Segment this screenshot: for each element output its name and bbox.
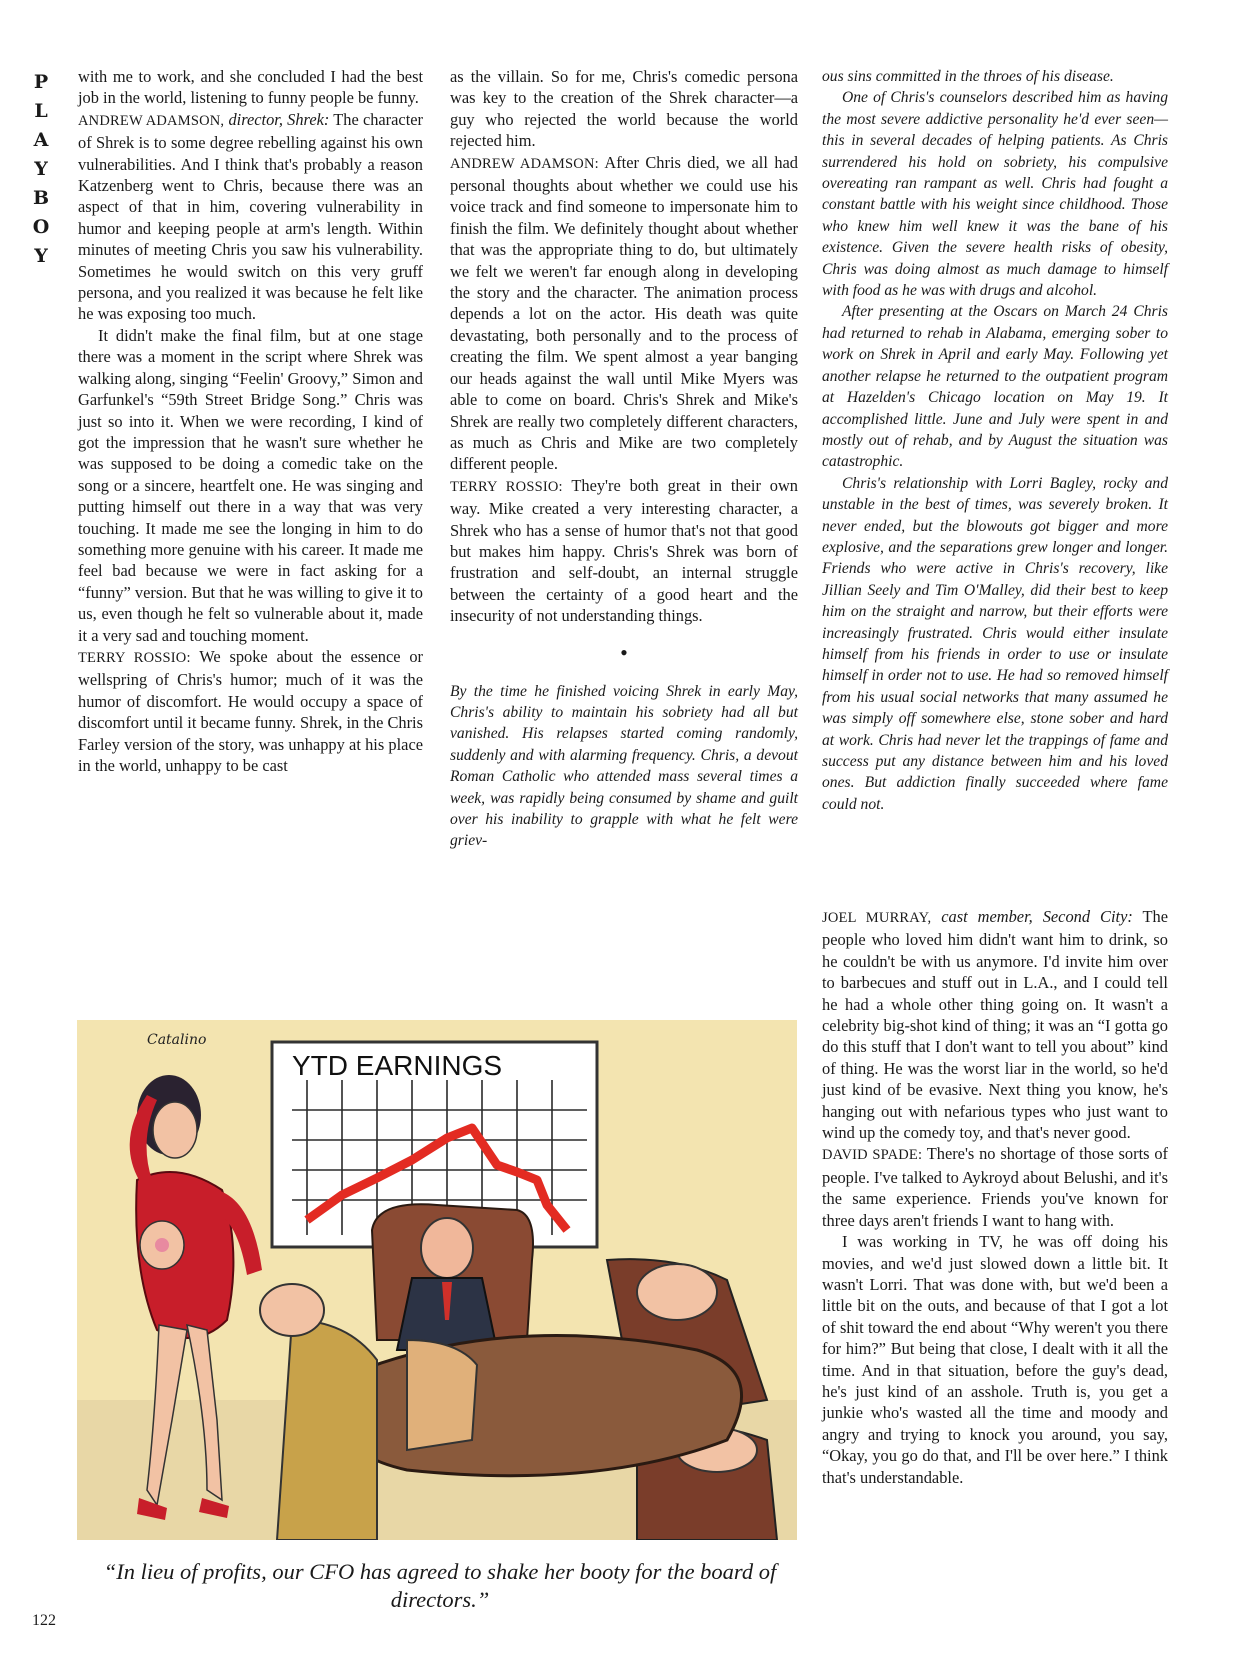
exec-head-left (260, 1284, 324, 1336)
italic-narrative: By the time he finished voicing Shrek in early May, Chris's ability to maintain his sobriety had all but vanished. His relapses started coming randomly, suddenly and with alarming frequency. Chris, a devout Roman Catholic who attended mass several times a week, was rapidly being consumed by shame and guilt over his inability to grapple with what he felt were griev- (450, 682, 798, 850)
paragraph (450, 475, 798, 627)
cartoonist-signature: Catalino (147, 1032, 207, 1048)
article-column-1 (78, 66, 423, 776)
paragraph: I was working in TV, he was off doing his movies, and we'd just slowed down a little bit. It wasn't Lorri. That was done with, but we'd been a little bit on the outs, and because of that I got a lot of shit toward the end about “Why weren't you there for him?” But being that close, I dealt with it all the time. And in that situation, before the guy's dead, he's just kind of an asshole. Truth is, you get a junkie who's wasted all the time and moody and angry and trying to knock you around, you say, “Okay, you go do that, and I'll be over here.” I think that's understandable. (822, 1232, 1168, 1487)
speaker-name: TERRY ROSSIO: (450, 478, 563, 495)
speaker-name: DAVID SPADE: (822, 1147, 923, 1164)
page-number: 122 (32, 1612, 56, 1629)
masthead-letter: B (32, 187, 50, 209)
exec-head-right (637, 1264, 717, 1320)
article-column-3-interviews (822, 906, 1168, 1488)
masthead-letter: O (32, 216, 50, 238)
ceo-head (421, 1218, 473, 1278)
chart-title: YTD EARNINGS (292, 1050, 503, 1081)
masthead-letter: Y (34, 245, 48, 267)
speaker-name: TERRY ROSSIO: (78, 649, 191, 666)
paragraph: with me to work, and she concluded I had the best job in the world, listening to funny people be funny. (78, 67, 423, 108)
masthead-letter: L (34, 100, 48, 122)
magazine-masthead (30, 68, 52, 271)
paragraph (450, 152, 798, 475)
italic-narrative: Chris's relationship with Lorri Bagley, rocky and unstable in the best of times, was severely broken. It never ended, but the blowouts got bigger and more explosive, and the separations grew longer and longer. Friends who were active in Chris's recovery, like Jillian Seely and Tim O'Malley, did their best to keep him on the straight and narrow, but their efforts were increasingly frustrated. Chris would either insulate himself from his friends in order to use or insulate himself in order not to use. He had so removed himself from his usual social networks that many assumed he was simply off somewhere else, stone sober and hard at work. Chris had never let the trappings of fame and success put any distance between him and his loved ones. But addiction finally succeeded where fame could not. (822, 474, 1168, 813)
masthead-letter: P (33, 71, 49, 93)
paragraph: It didn't make the final film, but at one stage there was a moment in the script where Shrek was walking along, singing “Feelin' Groovy,” Simon and Garfunkel's “59th Street Bridge Song.” Chris was just so into it. When we were recording, I kind of got the impression that he wasn't sure whether he was supposed to be doing a comedic take on the song or a sincere, heartfelt one. He was singing and putting himself out there in a way that was very touching. It made me see the longing in him to do something more genuine with his career. It made me feel bad because we were in fact asking for a “funny” version. But that he was willing to give it to us, even though he felt so vulnerable about it, made it a very sad and touching moment. (78, 325, 423, 645)
paragraph (822, 906, 1168, 1143)
speaker-role: cast member, Second City: (941, 907, 1133, 926)
paragraph (78, 109, 423, 325)
speaker-name: JOEL MURRAY, (822, 910, 932, 926)
article-column-3-narrative (822, 66, 1168, 815)
italic-narrative: After presenting at the Oscars on March 24 Chris had returned to rehab in Alabama, emerging sober to work on Shrek in April and early May. Following yet another relapse he returned to the outpatient program at Hazelden's Chicago location on May 19. It accomplished little. June and July were spent in and mostly out of rehab, and by August the situation was catastrophic. (822, 303, 1168, 471)
quote-text: After Chris died, we all had personal thoughts about whether we could use his voice track and find someone to impersonate him to finish the film. We definitely thought about whether that was the appropriate thing to do, but ultimately we felt we weren't far enough along in developing the story and the character. The animation process depends a lot on the actor. His death was quite devastating, both personally and to the process of creating the film. We spent almost a year banging our heads against the wall until Mike Myers was able to come on board. Chris's Shrek and Mike's Shrek are really two completely different characters, as much as Chris and Mike are two completely different people. (450, 152, 798, 474)
paragraph (822, 1143, 1168, 1231)
cartoon-caption: “In lieu of profits, our CFO has agreed to shake her booty for the board of directors.” (103, 1559, 777, 1612)
quote-text: They're both great in their own way. Mike created a very interesting character, a Shrek who has a sense of humor that's not that good but makes him happy. Chris's Shrek was born of frustration and self-doubt, an internal struggle between the certainty of a good heart and the insecurity of not understanding things. (450, 475, 798, 626)
masthead-letter: A (33, 129, 49, 151)
quote-text: There's no shortage of those sorts of people. I've talked to Aykroyd about Belushi, and it's the same experience. Friends you've known for three days aren't friends I want to hang with. (822, 1144, 1168, 1230)
speaker-name: ANDREW ADAMSON: (450, 155, 599, 172)
italic-narrative: ous sins committed in the throes of his disease. (822, 68, 1114, 85)
section-break-bullet: • (620, 639, 628, 665)
cartoon-illustration (77, 1020, 797, 1540)
paragraph: as the villain. So for me, Chris's comedic persona was key to the creation of the Shrek character—a guy who rejected the world because the world rejected him. (450, 67, 798, 151)
exec-left-suit (277, 1320, 377, 1540)
quote-text: The character of Shrek is to some degree rebelling against his own vulnerabilities. And I think that's probably a reason Katzenberg went to Chris, because there was an aspect of that in him, covering vulnerability in humor and keeping people at arm's length. Within minutes of meeting Chris you saw his vulnerability. Sometimes he would switch on this very gruff persona, and you realized it was because he felt like he was exposing too much. (78, 109, 423, 324)
quote-text: We spoke about the essence or wellspring of Chris's humor; much of it was the humor of discomfort. He would occupy a space of discomfort until it became funny. Shrek, in the Chris Farley version of the story, was unhappy at his place in the world, unhappy to be cast (78, 646, 424, 775)
quote-text: The people who loved him didn't want him to drink, so he couldn't be with us anymore. I'd invite him over to barbecues and stuff out in L.A., and I could tell he had a whole other thing going on. It wasn't a celebrity big-shot kind of thing; it was an “I gotta go do this stuff that I don't want to tell you about” kind of thing. He was the worst liar in the world, so he'd just kind of be evasive. Next thing you know, he's hanging out with nefarious types who just want to wind up the comedy toy, and that's never good. (822, 907, 1168, 1143)
paragraph (78, 646, 423, 776)
italic-narrative: One of Chris's counselors described him as having the most severe addictive personality he'd ever seen—this in several decades of helping patients. As Chris surrendered his hold on sobriety, his compulsive overeating ran rampant as well. Chris had fought a constant battle with his weight since childhood. Those who knew him well knew it was the bane of his existence. Given the severe health risks of obesity, Chris was doing almost as much damage to himself with food as he was with drugs and alcohol. (822, 89, 1168, 300)
masthead-letter: Y (34, 158, 48, 180)
speaker-role: director, Shrek: (228, 109, 330, 129)
article-column-2 (450, 66, 798, 852)
speaker-name: ANDREW ADAMSON, (78, 112, 225, 129)
